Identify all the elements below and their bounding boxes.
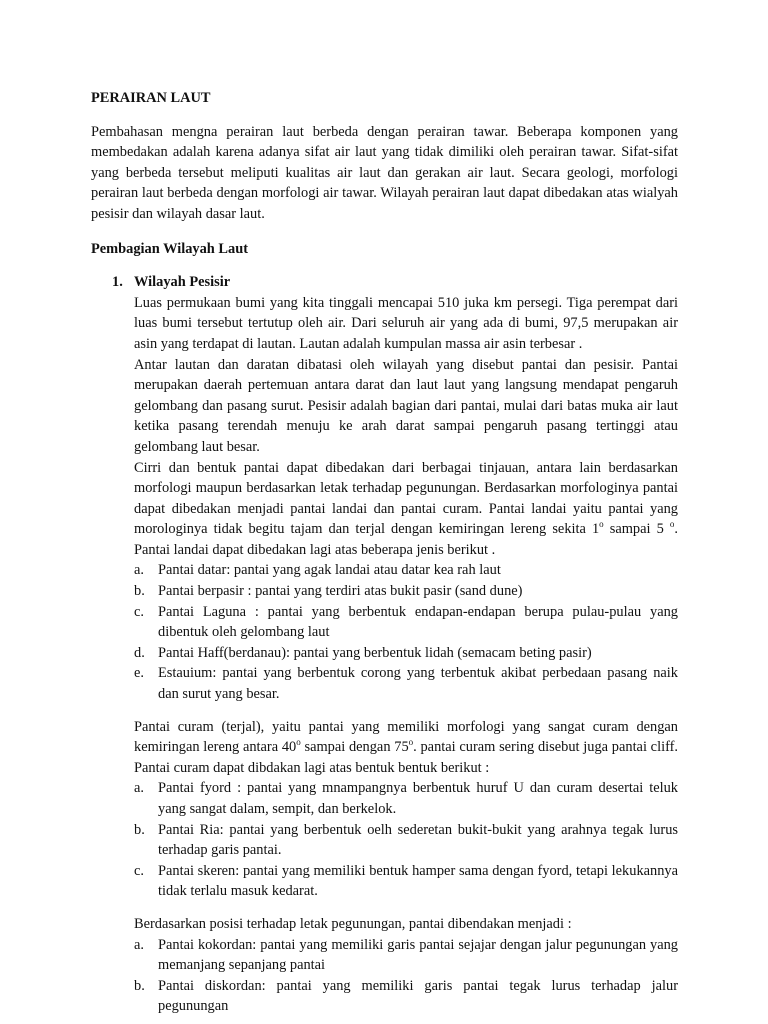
list-text: Pantai skeren: pantai yang memiliki bentuk hamper sama dengan fyord, tetapi lekukannya tidak terlalu masuk kedarat. [158,862,678,900]
paragraph-curam-part3: . pantai curam sering disebut juga pantai cliff. Pantai curam dapat dibdakan lagi atas bentuk bentuk berikut : [134,739,678,776]
paragraph-curam [134,717,678,779]
list-label: c. [134,862,144,879]
list-item [91,861,678,902]
paragraph-cirri [134,458,678,561]
list-label: a. [134,936,144,953]
list-item [91,602,678,643]
posisi-list [91,935,678,1017]
posisi-section [91,914,678,935]
list-text: Pantai Laguna : pantai yang berbentuk endapan-endapan berupa pulau-pulau yang dibentuk oleh gelombang laut [158,603,678,641]
degree-superscript: o [599,519,604,530]
list-label: b. [134,583,145,600]
list-item [91,581,678,602]
paragraph-cirri-part3: . Pantai landai dapat dibedakan lagi atas beberapa jenis berikut . [134,521,678,558]
list-label: b. [134,821,145,838]
intro-paragraph: Pembahasan mengna perairan laut berbeda dengan perairan tawar. Beberapa komponen yang membedakan adalah karena adanya sifat air laut yang tidak dimiliki oleh perairan tawar. Sifat-sifat yang berbeda tersebut meliputi kualitas air laut dan gerakan air laut. Secara geologi, morfologi perairan laut berbeda dengan morfologi air tawar. Wilayah perairan laut dapat dibedakan atas wialyah pesisir dan wilayah dasar laut. [91,123,678,222]
list-text: Pantai fyord : pantai yang mnampangnya berbentuk huruf U dan curam desertai teluk yang sangat dalam, sempit, dan berkelok. [158,780,678,817]
list-label: d. [134,644,145,661]
paragraph-cirri-part2: sampai 5 [603,521,670,538]
curam-list [91,778,678,902]
list-item [91,935,678,976]
numbered-item-1 [91,272,678,293]
list-text: Pantai Ria: pantai yang berbentuk oelh sederetan bukit-bukit yang arahnya tegak lurus terhadap garis pantai. [158,821,678,859]
list-text: Pantai diskordan: pantai yang memiliki garis pantai tegak lurus terhadap jalur pegunungan [158,977,678,1015]
list-text: Pantai datar: pantai yang agak landai atau datar kea rah laut [158,562,501,579]
paragraph-cirri-part1: Cirri dan bentuk pantai dapat dibedakan dari berbagai tinjauan, antara lain berdasarkan morfologi maupun berdasarkan letak terhadap pegunungan. Berdasarkan morfologinya pantai dapat dibedakan menjadi pantai landai dan pantai curam. Pantai landai yaitu pantai yang morologinya tidak begitu tajam dan terjal dengan kemiringan lereng sekita 1 [134,459,678,538]
list-text: Pantai Haff(berdanau): pantai yang berbentuk lidah (semacam beting pasir) [158,644,592,661]
list-text: Estauium: pantai yang berbentuk corong yang terbentuk akibat perbedaan pasang naik dan surut yang besar. [158,665,678,703]
degree-superscript: o [669,519,675,530]
degree-superscript: o [296,737,301,748]
paragraph-luas: Luas permukaan bumi yang kita tinggali mencapai 510 juka km persegi. Tiga perempat dari luas bumi tersebut tertutup oleh air. Dari seluruh air yang ada di bumi, 97,5 merupakan air asin yang terdapat di lautan. Lautan adalah kumpulan massa air asin terbesar . [134,294,678,352]
list-label: a. [134,562,144,579]
section-title: Pembagian Wilayah Laut [91,240,248,257]
list-label: a. [134,780,144,797]
landai-list [91,560,678,704]
paragraph-curam-part1: Pantai curam (terjal), yaitu pantai yang memiliki morfologi yang sangat curam dengan kemiringan lereng antara 40 [134,718,678,756]
paragraph-pantai-pesisir: Antar lautan dan daratan dibatasi oleh wilayah yang disebut pantai dan pesisir. Pantai merupakan daerah pertemuan antara darat dan laut laut yang langsung mendapat pengaruh gelombang dan pasang surut. Pesisir adalah bagian dari pantai, mulai dari batas muka air laut ketika pasang terendah menuju ke arah darat sampai pengaruh pasang tertinggi atau gelombang laut besar. [134,356,678,455]
item-number: 1. [112,274,123,291]
paragraph-posisi: Berdasarkan posisi terhadap letak pegunungan, pantai dibendakan menjadi : [134,915,572,932]
list-label: b. [134,977,145,994]
item-title: Wilayah Pesisir [134,274,231,291]
list-item [91,976,678,1017]
document-page [91,88,678,1017]
list-item [91,643,678,664]
list-item [91,560,678,581]
degree-superscript: o [408,737,414,748]
list-label: c. [134,603,144,620]
curam-section [91,717,678,779]
paragraph-curam-part2: sampai dengan 75 [300,739,409,756]
list-item [91,778,678,819]
list-item [91,820,678,861]
list-text: Pantai berpasir : pantai yang terdiri atas bukit pasir (sand dune) [158,583,523,600]
list-label: e. [134,665,144,682]
page-title: PERAIRAN LAUT [91,90,211,106]
list-item [91,663,678,704]
list-text: Pantai kokordan: pantai yang memiliki garis pantai sejajar dengan jalur pegunungan yang memanjang sepanjang pantai [158,936,678,974]
item-1-body [91,293,678,561]
